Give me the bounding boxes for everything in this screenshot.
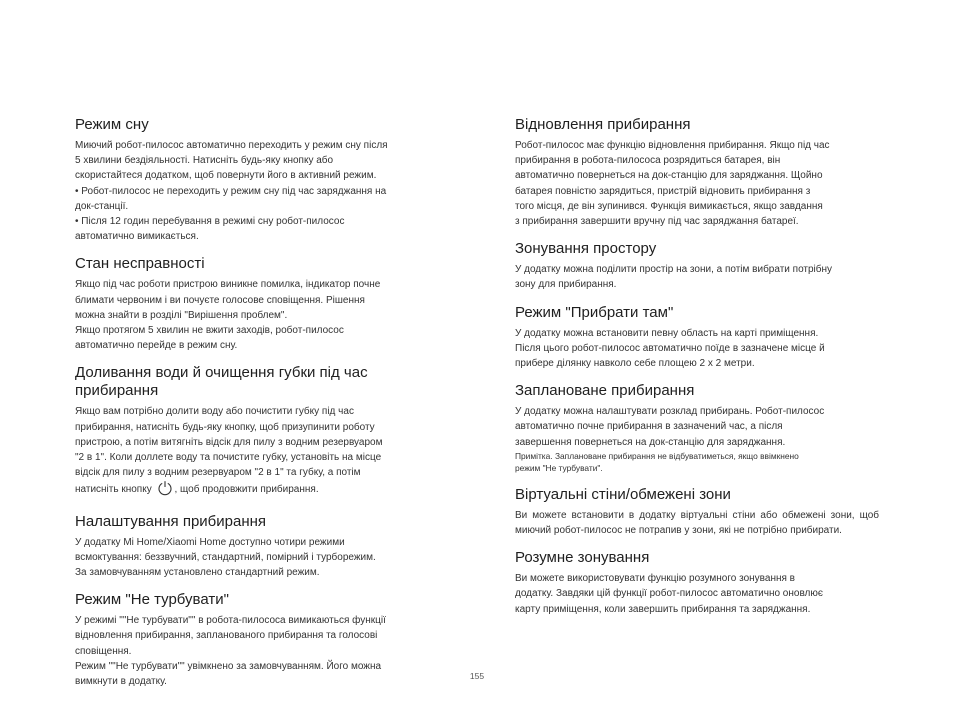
section-title: Налаштування прибирання [75, 512, 267, 530]
section-scheduled-cleaning [515, 382, 879, 475]
section-body: У додатку можна налаштувати розклад прибирань. Робот-пилосос автоматично почне прибирання в зазначений час, а після завершення повернеться на док-станцію для заряджання. [515, 406, 825, 448]
section-water-refill [75, 364, 440, 501]
section-title: Віртуальні стіни/обмежені зони [515, 485, 731, 503]
section-title: Режим "Прибрати там" [515, 303, 674, 321]
section-resume-cleaning [515, 116, 879, 229]
section-cleaning-settings [75, 513, 440, 581]
section-body: Ви можете використовувати функцію розумного зонування в додатку. Завдяки цій функції робот-пилосос автоматично оновлює карту приміщення, коли завершить прибирання та заряджання. [515, 573, 823, 615]
section-body: Якщо вам потрібно долити воду або почистити губку під час прибирання, натисніть будь-яку кнопку, щоб призупинити роботу пристрою, а потім витягніть відсік для пилу з водним резервуаром "2 в 1". Коли доллете воду та почистите губку, установіть на місце відсік для пилу з водним резервуаром "2 в 1" та губку, а потім натисніть кнопку , щоб продовжити прибирання. [75, 404, 440, 501]
section-body: У додатку можна поділити простір на зони, а потім вибрати потрібну зону для прибирання. [515, 264, 833, 291]
right-column [515, 116, 879, 628]
section-body: У режимі ""Не турбувати"" в робота-пилососа вимикаються функції відновлення прибирання, запланованого прибирання та голосові сповіщення. Режим ""Не турбувати"" увімкнено за замовчуванням. Його можна вимкнути в додатку. [75, 615, 386, 688]
section-body: Миючий робот-пилосос автоматично переходить у режим сну після 5 хвилини бездіяльності. Натисніть будь-яку кнопку або скористайтеся додатком, щоб повернути його в активний режим. • Робот-пилосос не переходить у режим сну під час заряджання на док-станції. • Після 12 годин перебування в режимі сну робот-пилосос автоматично вимикається. [75, 140, 388, 243]
power-icon [157, 480, 173, 501]
section-body: У додатку можна встановити певну область на карті приміщення. Після цього робот-пилосос автоматично поїде в зазначене місце й прибере ділянку навколо себе площею 2 х 2 метри. [515, 327, 825, 370]
section-title: Режим сну [75, 116, 149, 133]
section-title: Відновлення прибирання [515, 116, 691, 133]
section-zoning [515, 240, 879, 292]
section-title: Режим "Не турбувати" [75, 591, 229, 609]
section-virtual-walls [515, 486, 879, 538]
section-title: Заплановане прибирання [515, 382, 695, 400]
section-smart-zoning [515, 549, 879, 617]
section-body: Ви можете встановити в додатку віртуальні стіни або обмежені зони, щоб миючий робот-пилосос не потрапив у зони, які не потрібно прибирати. [515, 509, 879, 537]
section-title: Зонування простору [515, 240, 657, 258]
page-number: 155 [469, 671, 485, 681]
section-title: Стан несправності [75, 255, 205, 273]
section-body: Якщо під час роботи пристрою виникне помилка, індикатор почне блимати червоним і ви почуєте голосове сповіщення. Рішення можна знайти в розділі "Вирішення проблем". Якщо протягом 5 хвилин не вжити заходів, робот-пилосос автоматично перейде в режим сну. [75, 279, 381, 352]
section-spot-clean [515, 304, 879, 372]
section-body: У додатку Mi Home/Xiaomi Home доступно чотири режими всмоктування: беззвучний, стандартний, помірний і турборежим. За замовчуванням установлено стандартний режим. [75, 536, 376, 579]
section-note: Примітка. Заплановане прибирання не відбуватиметься, якщо ввімкнено режим "Не турбувати". [515, 450, 799, 474]
section-sleep-mode [75, 116, 440, 244]
section-title: Розумне зонування [515, 549, 650, 567]
left-column [75, 116, 440, 700]
section-body: Робот-пилосос має функцію відновлення прибирання. Якщо під час прибирання в робота-пилососа розрядиться батарея, він автоматично повернеться на док-станцію для заряджання. Щойно батарея повністю зарядиться, пристрій відновить прибирання з того місця, де він зупинився. Функція вимикається, якщо завдання з прибирання завершити вручну під час заряджання батареї. [515, 140, 830, 228]
section-fault-state [75, 255, 440, 353]
section-title: Доливання води й очищення губки під час прибирання [75, 364, 368, 400]
